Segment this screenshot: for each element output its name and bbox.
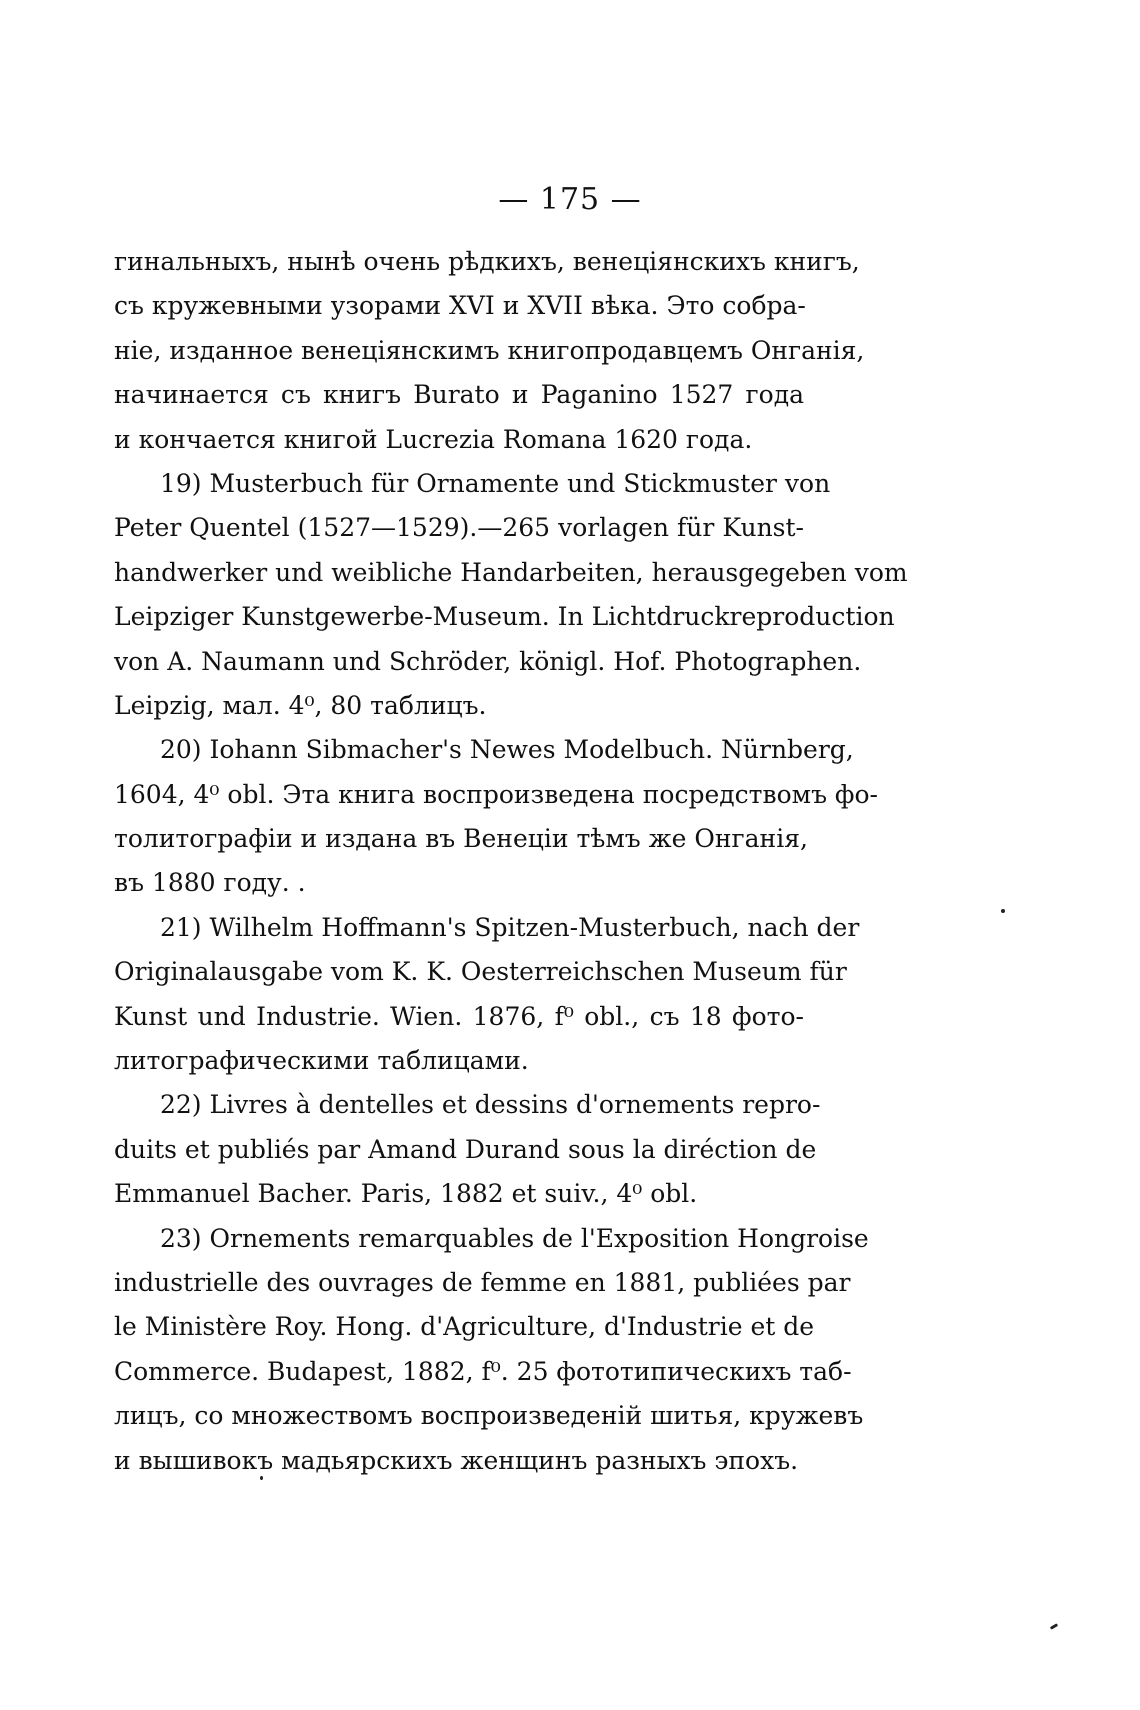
entry-22-start: 22) Livres à dentelles et dessins d'ornements repro-: [160, 1090, 821, 1120]
text-line: лицъ, со множествомъ воспроизведеній шитья, кружевъ: [114, 1401, 864, 1431]
text-line: Emmanuel Bacher. Paris, 1882 et suiv., 4⁰ obl.: [114, 1179, 698, 1209]
text-line: Leipzig, мал. 4⁰, 80 таблицъ.: [114, 690, 487, 720]
text-line: Originalausgabe vom K. K. Oesterreichschen Museum für: [114, 957, 847, 987]
text-line: le Ministère Roy. Hong. d'Agriculture, d'Industrie et de: [114, 1312, 815, 1342]
text-line: съ кружевными узорами XVI и XVII вѣка. Это собра-: [114, 291, 806, 321]
entry-19-start: 19) Musterbuch für Ornamente und Stickmuster von: [160, 468, 831, 498]
text-line: ніе, изданное венеціянскимъ книгопродавцемъ Онганія,: [114, 335, 865, 365]
ink-speck: [1001, 909, 1005, 913]
page-number: — 175 —: [498, 182, 642, 217]
text-line: и кончается книгой Lucrezia Romana 1620 года.: [114, 424, 753, 454]
entry-23-start: 23) Ornements remarquables de l'Exposition Hongroise: [160, 1223, 869, 1253]
text-line: von A. Naumann und Schröder, königl. Hof. Photographen.: [114, 646, 862, 676]
text-line: Commerce. Budapest, 1882, f⁰. 25 фототипическихъ таб-: [114, 1356, 852, 1386]
body-text: [114, 240, 908, 1483]
text-line: duits et publiés par Amand Durand sous la diréction de: [114, 1134, 817, 1164]
text-line: industrielle des ouvrages de femme en 1881, publiées par: [114, 1267, 851, 1297]
text-line: handwerker und weibliche Handarbeiten, herausgegeben vom: [114, 557, 908, 587]
text-line: Leipziger Kunstgewerbe-Museum. In Lichtdruckreproduction: [114, 602, 895, 632]
text-line: гинальныхъ, нынѣ очень рѣдкихъ, венеціянскихъ книгъ,: [114, 247, 860, 276]
text-line: 1604, 4⁰ obl. Эта книга воспроизведена посредствомъ фо-: [114, 779, 878, 809]
ink-speck: [260, 1476, 263, 1480]
text-line: Peter Quentel (1527—1529).—265 vorlagen für Kunst-: [114, 513, 804, 543]
entry-21-start: 21) Wilhelm Hoffmann's Spitzen-Musterbuch, nach der: [160, 912, 860, 942]
text-line: толитографіи и издана въ Венеціи тѣмъ же Онганія,: [114, 824, 808, 854]
text-line: и вышивокъ мадьярскихъ женщинъ разныхъ эпохъ.: [114, 1445, 799, 1475]
ink-speck: [1050, 1623, 1058, 1630]
text-line: Kunst und Industrie. Wien. 1876, f⁰ obl., съ 18 фото-: [114, 1001, 804, 1031]
text-line: начинается съ книгъ Burato и Paganino 1527 года: [114, 380, 804, 410]
text-line: въ 1880 году. .: [114, 868, 306, 898]
entry-20-start: 20) Iohann Sibmacher's Newes Modelbuch. Nürnberg,: [160, 735, 854, 765]
text-line: литографическими таблицами.: [114, 1046, 529, 1076]
